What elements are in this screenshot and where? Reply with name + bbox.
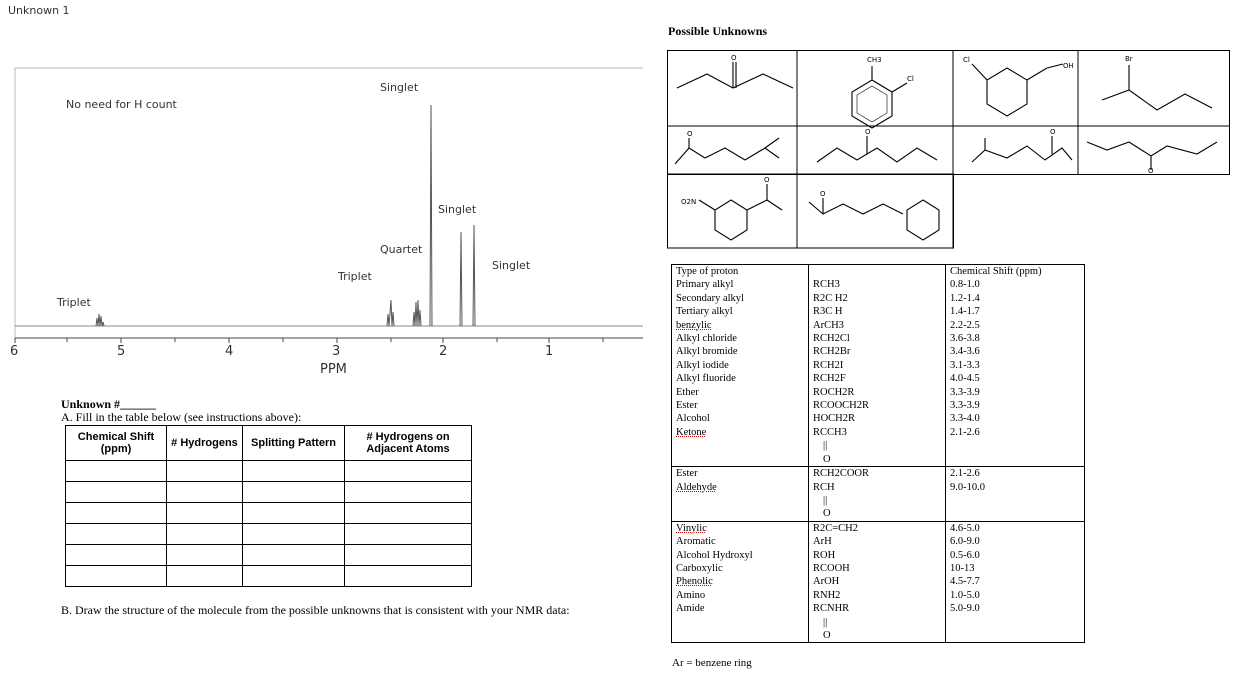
table-row[interactable]	[66, 482, 472, 503]
structure-ester-1	[675, 148, 779, 164]
nmr-spectrum	[0, 0, 650, 385]
cl-label-2: Cl	[963, 56, 970, 64]
structure-nitroacetophenone	[715, 200, 747, 240]
part-a-instructions: A. Fill in the table below (see instructions above):	[61, 410, 302, 424]
o-label-1: O	[731, 54, 737, 62]
o-label-7: O	[820, 190, 826, 198]
col-formula: RCH3 R2C H2 R3C H ArCH3 RCH2Cl RCH2Br RCH2I RCH2F ROCH2R RCOOCH2R HOCH2R RCCH3 || O	[809, 265, 946, 467]
table-row[interactable]	[66, 524, 472, 545]
col-type: Type of proton Primary alkyl Secondary alkyl Tertiary alkyl benzylic Alkyl chloride Alkyl bromide Alkyl iodide Alkyl fluoride Ether Ester Alcohol Ketone	[672, 265, 809, 467]
structure-pentanone	[677, 74, 793, 88]
o-label-3: O	[865, 128, 871, 136]
chemical-shift-table: Type of proton Primary alkyl Secondary alkyl Tertiary alkyl benzylic Alkyl chloride Alkyl bromide Alkyl iodide Alkyl fluoride Ether Ester Alcohol Ketone RCH3 R2C H2 R3C H ArCH3 RCH2Cl RCH2Br RCH2I RCH2F ROCH2R RCOOCH2R HOCH2R RCCH3 || O Chemical Shift (ppm) 0.8-1.0 1.2-1.4 1.4-1.7 2.2-2.5 3.6-3.8 3.4-3.6 3.1-3.3 4.0-4.5 3.3-3.9 3.3-3.9 3.3-4.0 2.1-2.6 Ester Aldehyde RCH2COOR RCH || O 2.1-2.6 9.0-10.0 Vinylic Aromatic Alcohol Hydroxyl Carboxylic Phenolic Amino Amide R2C=CH2 ArH ROH RCOOH ArOH RNH2 RCNHR || O 4.6-5.0 6.0-9.0 0.5-6.0 10-13 4.5-7.7 1.0-5.0 5.0-9.0	[671, 264, 1085, 643]
possible-unknowns-grid	[667, 50, 1231, 250]
table-row[interactable]	[66, 545, 472, 566]
o2n-label: O2N	[681, 198, 697, 206]
label-quartet: Quartet	[380, 243, 423, 256]
peak-triplet-2.5	[387, 300, 394, 326]
page-title: Unknown 1	[8, 4, 70, 17]
tick-2: 2	[439, 344, 448, 359]
br-label: Br	[1125, 55, 1133, 63]
tick-1: 1	[545, 344, 554, 359]
structure-chlorobenzyl-alcohol	[987, 68, 1027, 116]
unknown-number: Unknown #______	[61, 397, 157, 411]
oh-label: OH	[1063, 62, 1074, 70]
tick-6: 6	[10, 344, 19, 359]
structure-bromobutane	[1102, 90, 1212, 110]
structure-ketone-3	[972, 146, 1072, 162]
peak-singlet-1.6	[473, 225, 475, 326]
table-row[interactable]	[66, 461, 472, 482]
structure-ketone-4	[1087, 142, 1217, 156]
tick-3: 3	[332, 344, 341, 359]
o-label-4: O	[1050, 128, 1056, 136]
o-label-2: O	[687, 130, 693, 138]
part-b-instructions: B. Draw the structure of the molecule from the possible unknowns that is consistent with your NMR data:	[61, 603, 570, 617]
header-chemical-shift: Chemical Shift (ppm)	[66, 426, 167, 461]
header-adjacent: # Hydrogens on Adjacent Atoms	[345, 426, 472, 461]
label-triplet-2: Triplet	[338, 270, 372, 283]
structure-ketone-2	[817, 148, 937, 162]
tick-4: 4	[225, 344, 234, 359]
label-triplet-1: Triplet	[57, 296, 91, 309]
table-row[interactable]	[66, 566, 472, 587]
peaks	[96, 105, 475, 326]
table-row[interactable]	[66, 503, 472, 524]
o-label-6: O	[764, 176, 770, 184]
answer-table	[65, 425, 472, 587]
structure-chlorotoluene	[852, 80, 892, 128]
header-splitting: Splitting Pattern	[243, 426, 345, 461]
axis-label: PPM	[320, 362, 347, 377]
ch3-label: CH3	[867, 56, 882, 64]
col-shift: Chemical Shift (ppm) 0.8-1.0 1.2-1.4 1.4-1.7 2.2-2.5 3.6-3.8 3.4-3.6 3.1-3.3 4.0-4.5 3.3-3.9 3.3-3.9 3.3-4.0 2.1-2.6	[946, 265, 1085, 467]
cl-label-1: Cl	[907, 75, 914, 83]
peak-triplet-5.2	[96, 314, 104, 326]
possible-unknowns-title: Possible Unknowns	[668, 24, 768, 38]
label-singlet-1: Singlet	[380, 81, 419, 94]
peak-singlet-1.7	[460, 232, 462, 326]
label-singlet-3: Singlet	[492, 259, 531, 272]
tick-5: 5	[117, 344, 126, 359]
h-count-note: No need for H count	[66, 98, 177, 111]
label-singlet-2: Singlet	[438, 203, 477, 216]
footnote: Ar = benzene ring	[672, 657, 752, 669]
peak-quartet-2.2	[413, 300, 421, 326]
peak-singlet-2.1	[430, 105, 432, 326]
axis-ticks	[15, 338, 603, 343]
header-hydrogens: # Hydrogens	[167, 426, 243, 461]
o-label-5: O	[1148, 167, 1154, 175]
